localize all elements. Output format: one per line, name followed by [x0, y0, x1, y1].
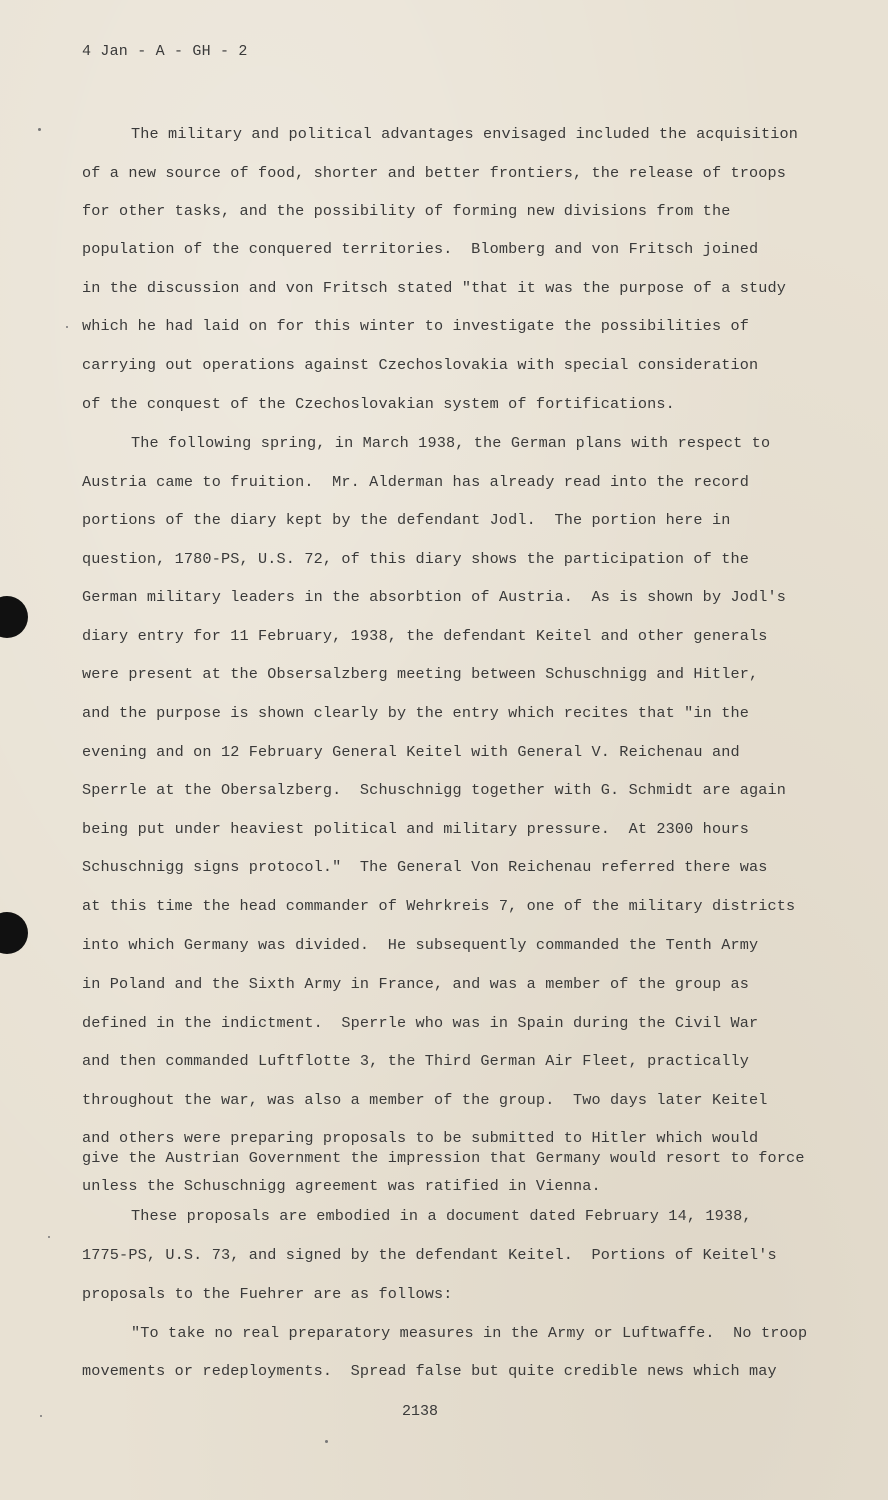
text-line: population of the conquered territories. Blomberg and von Fritsch joined [82, 240, 759, 258]
text-line: unless the Schuschnigg agreement was ratified in Vienna. [82, 1177, 601, 1195]
text-line: give the Austrian Government the impression that Germany would resort to force [82, 1149, 805, 1167]
text-line: which he had laid on for this winter to investigate the possibilities of [82, 317, 750, 335]
text-line: of a new source of food, shorter and better frontiers, the release of troops [82, 164, 787, 182]
punch-hole [0, 596, 28, 638]
text-line: German military leaders in the absorbtion of Austria. As is shown by Jodl's [82, 588, 787, 606]
text-line: at this time the head commander of Wehrkreis 7, one of the military districts [82, 897, 796, 915]
text-line: carrying out operations against Czechoslovakia with special consideration [82, 356, 759, 374]
text-line: Schuschnigg signs protocol." The General Von Reichenau referred there was [82, 858, 768, 876]
text-line: diary entry for 11 February, 1938, the defendant Keitel and other generals [82, 627, 768, 645]
text-line: throughout the war, was also a member of the group. Two days later Keitel [82, 1091, 768, 1109]
page-header: 4 Jan - A - GH - 2 [82, 43, 248, 60]
text-line: movements or redeployments. Spread false but quite credible news which may [82, 1362, 777, 1380]
text-line: proposals to the Fuehrer are as follows: [82, 1285, 453, 1303]
text-line: question, 1780-PS, U.S. 72, of this diary shows the participation of the [82, 550, 750, 568]
text-line: Austria came to fruition. Mr. Alderman has already read into the record [82, 473, 750, 491]
punch-hole [0, 912, 28, 954]
text-line: in Poland and the Sixth Army in France, and was a member of the group as [82, 975, 750, 993]
text-line: into which Germany was divided. He subsequently commanded the Tenth Army [82, 936, 759, 954]
text-line: evening and on 12 February General Keitel with General V. Reichenau and [82, 743, 740, 761]
text-line: and then commanded Luftflotte 3, the Third German Air Fleet, practically [82, 1052, 750, 1070]
text-line: in the discussion and von Fritsch stated "that it was the purpose of a study [82, 279, 787, 297]
text-line: were present at the Obsersalzberg meeting between Schuschnigg and Hitler, [82, 665, 759, 683]
text-line: defined in the indictment. Sperrle who was in Spain during the Civil War [82, 1014, 759, 1032]
paper-speck [38, 128, 41, 131]
text-line: Sperrle at the Obersalzberg. Schuschnigg together with G. Schmidt are again [82, 781, 787, 799]
paper-speck [66, 326, 68, 328]
page-number: 2138 [402, 1403, 439, 1420]
text-line: The military and political advantages envisaged included the acquisition [131, 125, 799, 143]
text-line: and the purpose is shown clearly by the entry which recites that "in the [82, 704, 750, 722]
text-line: portions of the diary kept by the defendant Jodl. The portion here in [82, 511, 731, 529]
text-line: 1775-PS, U.S. 73, and signed by the defendant Keitel. Portions of Keitel's [82, 1246, 777, 1264]
text-line: being put under heaviest political and military pressure. At 2300 hours [82, 820, 750, 838]
text-line: These proposals are embodied in a document dated February 14, 1938, [131, 1207, 752, 1225]
paper-speck [48, 1236, 50, 1238]
text-line: for other tasks, and the possibility of forming new divisions from the [82, 202, 731, 220]
text-line: The following spring, in March 1938, the German plans with respect to [131, 434, 771, 452]
paper-speck [40, 1415, 42, 1417]
paper-speck [325, 1440, 328, 1443]
text-line: of the conquest of the Czechoslovakian system of fortifications. [82, 395, 675, 413]
text-line: and others were preparing proposals to be submitted to Hitler which would [82, 1129, 759, 1147]
text-line: "To take no real preparatory measures in the Army or Luftwaffe. No troop [131, 1324, 808, 1342]
